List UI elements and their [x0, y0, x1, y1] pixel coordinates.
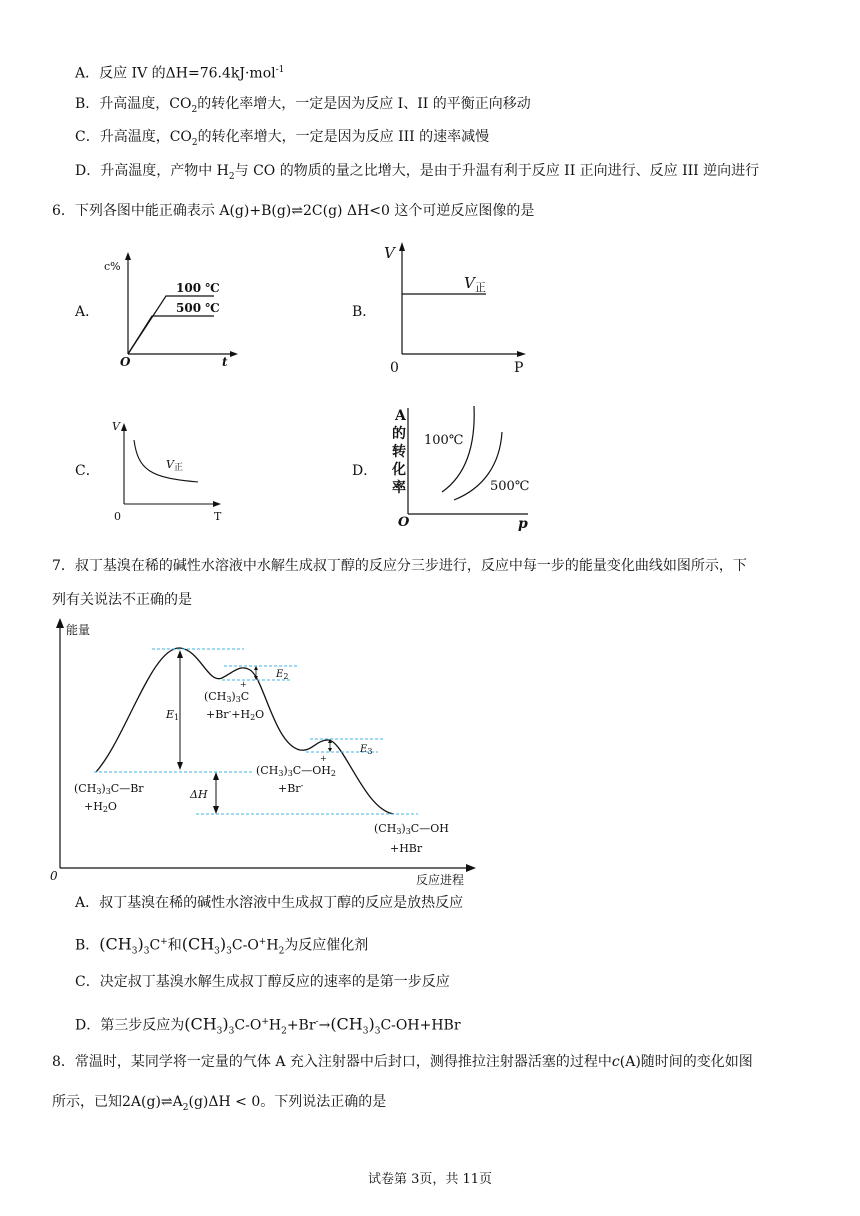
- svg-text:V正: [464, 274, 486, 294]
- graph-b-curve: V: [464, 274, 475, 292]
- diagram-xlabel: 反应进程: [416, 873, 465, 887]
- graph-d-curve2: 500℃: [490, 479, 530, 494]
- q7-stem-line2: 列有关说法不正确的是: [52, 592, 192, 608]
- q8-stem-line1: 8．常温时，某同学将一定量的气体 A 充入注射器中后封口，测得推拉注射器活塞的过程中c(A)随时间的变化如图: [52, 1054, 753, 1070]
- label-e2: E: [276, 669, 284, 680]
- graph-b-ylabel: V: [384, 244, 395, 262]
- svg-text:E2: $E_2$: [276, 669, 289, 681]
- q7-option-d: D．第三步反应为$(CH_3)_3C-O^+H_2+Br^-\to(CH_3)_3C-OH+HBr$: [75, 1014, 461, 1037]
- svg-text:+Br-: +Br-: [278, 781, 304, 795]
- q6-graph-d: [392, 402, 542, 532]
- graph-d-ylabel-3: 转: [392, 444, 406, 460]
- q6-stem: 6．下列各图中能正确表示 A(g)+B(g)⇌2C(g) ΔH<0 这个可逆反应图像的是: [52, 203, 535, 219]
- q5-option-b: B．升高温度，$CO_2$的转化率增大，一定是因为反应 I、II 的平衡正向移动: [75, 96, 531, 115]
- species-reactant: (CH3)3C—Br: [74, 782, 144, 796]
- graph-a-ylabel: c%: [104, 260, 121, 273]
- graph-d-xlabel: p: [518, 516, 528, 532]
- diagram-origin: 0: [50, 869, 58, 883]
- species-intermediate-2: (CH3)3C—OH2: [256, 764, 336, 778]
- diagram-ylabel: 能量: [66, 623, 91, 637]
- q8-stem-line2: 所示，已知$2A(g)\rightleftharpoons A_2(g)\Delta H < 0$。下列说法正确的是: [52, 1094, 387, 1113]
- graph-c-origin: 0: [114, 510, 121, 523]
- svg-text:+Br-+H2O: +Br-+H2O: [206, 707, 265, 722]
- q6-option-c-label: C．: [75, 463, 100, 479]
- graph-a-xlabel: t: [222, 355, 228, 369]
- svg-text:+HBr: +HBr: [390, 842, 423, 855]
- svg-text:E1: E1: [166, 708, 180, 722]
- q7-option-a: A．叔丁基溴在稀的碱性水溶液中生成叔丁醇的反应是放热反应: [75, 895, 464, 911]
- q5-option-d: D．升高温度，产物中 $H_2$与 CO 的物质的量之比增大，是由于升温有利于反应 II 正向进行、反应 III 逆向进行: [75, 163, 760, 182]
- graph-c-curve-sub: 正: [173, 463, 183, 473]
- label-e1: E: [166, 708, 175, 721]
- graph-d-origin: O: [398, 515, 410, 530]
- graph-d-curve1: 100℃: [424, 433, 464, 448]
- svg-text:+: +: [240, 680, 247, 689]
- svg-text:V正: [166, 458, 183, 473]
- graph-a-origin: O: [120, 355, 131, 369]
- q7-energy-diagram: [44, 614, 484, 886]
- q6-graph-c: [108, 414, 228, 526]
- q7-option-b: B．$(CH_3)_3C^+$和$(CH_3)_3C-O^+H_2$为反应催化剂: [75, 934, 369, 957]
- graph-c-curve: V: [166, 458, 174, 471]
- q7-stem-line1: 7．叔丁基溴在稀的碱性水溶液中水解生成叔丁醇的反应分三步进行，反应中每一步的能量变化曲线如图所示，下: [52, 558, 747, 574]
- graph-c-xlabel: T: [214, 510, 222, 523]
- svg-text:+: +: [320, 754, 327, 763]
- species-intermediate-1: (CH3)3C: [204, 690, 250, 704]
- graph-d-ylabel-1: A: [395, 408, 406, 424]
- svg-text:+H2O: +H2O: [84, 800, 117, 814]
- q6-graph-a: [100, 250, 240, 370]
- q6-option-a-label: A．: [75, 304, 100, 320]
- species-product: (CH3)3C—OH: [374, 822, 449, 836]
- page-footer: 试卷第 3页，共 11页: [367, 1172, 493, 1187]
- q6-graph-b: [380, 238, 540, 378]
- graph-d-ylabel-4: 化: [392, 462, 406, 478]
- graph-b-origin: 0: [390, 360, 399, 376]
- graph-b-xlabel: P: [514, 360, 524, 376]
- q5-option-a: A．反应 IV 的ΔH=76.4kJ·mol$^{-1}$: [75, 65, 285, 82]
- graph-d-ylabel-5: 率: [392, 480, 406, 496]
- label-e3: E: [360, 744, 368, 755]
- graph-a-curve1: 100 ℃: [176, 281, 220, 295]
- q6-option-d-label: D．: [352, 463, 378, 479]
- svg-text:E3: $E_3$: [360, 744, 373, 756]
- q7-option-c: C．决定叔丁基溴水解生成叔丁醇反应的速率的是第一步反应: [75, 974, 450, 990]
- graph-a-curve2: 500 ℃: [176, 301, 220, 315]
- label-dh: ΔH: [190, 788, 208, 801]
- graph-c-ylabel: V: [112, 420, 120, 433]
- q6-option-b-label: B．: [352, 304, 377, 320]
- graph-d-ylabel-2: 的: [392, 426, 406, 442]
- q5-option-c: C．升高温度，$CO_2$的转化率增大，一定是因为反应 III 的速率减慢: [75, 129, 490, 148]
- graph-b-curve-sub: 正: [474, 281, 486, 294]
